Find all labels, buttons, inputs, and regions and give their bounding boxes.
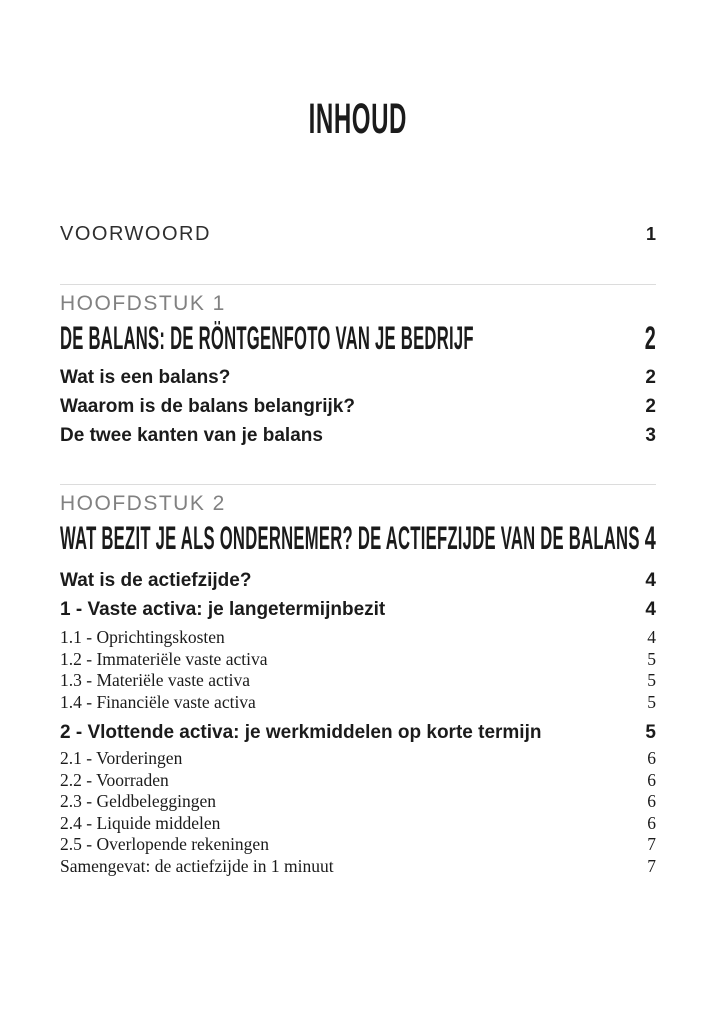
toc-entry-label: 2.2 - Voorraden — [60, 769, 169, 790]
toc-entry-label: De twee kanten van je balans — [60, 425, 323, 446]
toc-entry-voorwoord — [60, 222, 656, 246]
toc-entry-label: 1.3 - Materiële vaste activa — [60, 670, 250, 690]
toc-entry-label: 1 - Vaste activa: je langetermijnbezit — [60, 599, 386, 620]
toc-entry — [60, 791, 656, 813]
toc-entry-page: 1 — [645, 224, 656, 244]
toc-entry-page: 4 — [647, 627, 656, 647]
toc-entry-label: Wat is de actiefzijde? — [60, 570, 252, 591]
toc-entry-label: Waarom is de balans belangrijk? — [60, 396, 355, 417]
chapter-title: DE BALANS: DE RÖNTGENFOTO VAN JE BEDRIJF — [60, 320, 474, 356]
toc-entry-page: 2 — [645, 396, 656, 417]
toc-entry-page: 5 — [647, 691, 656, 712]
chapter-title-row — [60, 321, 656, 355]
toc-entry — [60, 395, 656, 419]
chapter-kicker: HOOFDSTUK 2 — [60, 492, 226, 515]
chapter-title-row — [60, 521, 656, 555]
toc-entry-page: 4 — [645, 570, 656, 591]
toc-entry-page: 6 — [647, 769, 656, 790]
toc-entry-page: 3 — [645, 425, 656, 446]
toc-entry-page: 6 — [647, 748, 656, 768]
toc-entry-page: 5 — [647, 648, 656, 669]
toc-entry — [60, 569, 656, 593]
toc-entry — [60, 670, 656, 692]
toc-entry — [60, 721, 656, 745]
toc-entry-page: 6 — [647, 791, 656, 811]
chapter-title: WAT BEZIT JE ALS ONDERNEMER? DE ACTIEFZIJDE VAN DE BALANS — [60, 520, 640, 556]
toc-entry-label: 2.4 - Liquide middelen — [60, 812, 221, 833]
toc-entry-label: 1.4 - Financiële vaste activa — [60, 691, 256, 712]
toc-entry — [60, 834, 656, 856]
toc-entry-label: 2 - Vlottende activa: je werkmiddelen op korte termijn — [60, 722, 542, 743]
toc-entry — [60, 424, 656, 448]
toc-entry — [60, 856, 656, 878]
toc-entry — [60, 813, 656, 835]
toc-entry — [60, 649, 656, 671]
toc-entry-page: 7 — [647, 855, 656, 876]
toc-entry-page: 5 — [647, 670, 656, 690]
toc-entry-page: 4 — [645, 599, 656, 620]
toc-entry-label: 2.1 - Vorderingen — [60, 748, 183, 768]
toc-entry — [60, 598, 656, 622]
toc-entry-label: VOORWOORD — [60, 223, 211, 245]
page-title — [0, 0, 716, 141]
toc-entry-label: 2.5 - Overlopende rekeningen — [60, 834, 269, 854]
toc-entry-page: 6 — [647, 812, 656, 833]
toc-entry-label: 1.2 - Immateriële vaste activa — [60, 648, 268, 669]
chapter-page: 4 — [644, 520, 656, 556]
toc-entry — [60, 627, 656, 649]
section-divider — [60, 284, 656, 285]
toc-entry — [60, 366, 656, 390]
toc — [60, 222, 656, 877]
section-divider — [60, 484, 656, 485]
toc-entry-label: 1.1 - Oprichtingskosten — [60, 627, 225, 647]
toc-entry — [60, 692, 656, 714]
toc-entry — [60, 770, 656, 792]
chapter-page: 2 — [644, 320, 656, 356]
toc-entry-label: 2.3 - Geldbeleggingen — [60, 791, 216, 811]
toc-entry-label: Samengevat: de actiefzijde in 1 minuut — [60, 855, 334, 876]
toc-entry-page: 2 — [645, 367, 656, 388]
page-title-text: INHOUD — [308, 95, 408, 143]
toc-entry — [60, 748, 656, 770]
chapter-kicker: HOOFDSTUK 1 — [60, 292, 226, 315]
toc-entry-page: 5 — [645, 722, 656, 743]
toc-entry-page: 7 — [647, 834, 656, 854]
toc-entry-label: Wat is een balans? — [60, 367, 231, 388]
